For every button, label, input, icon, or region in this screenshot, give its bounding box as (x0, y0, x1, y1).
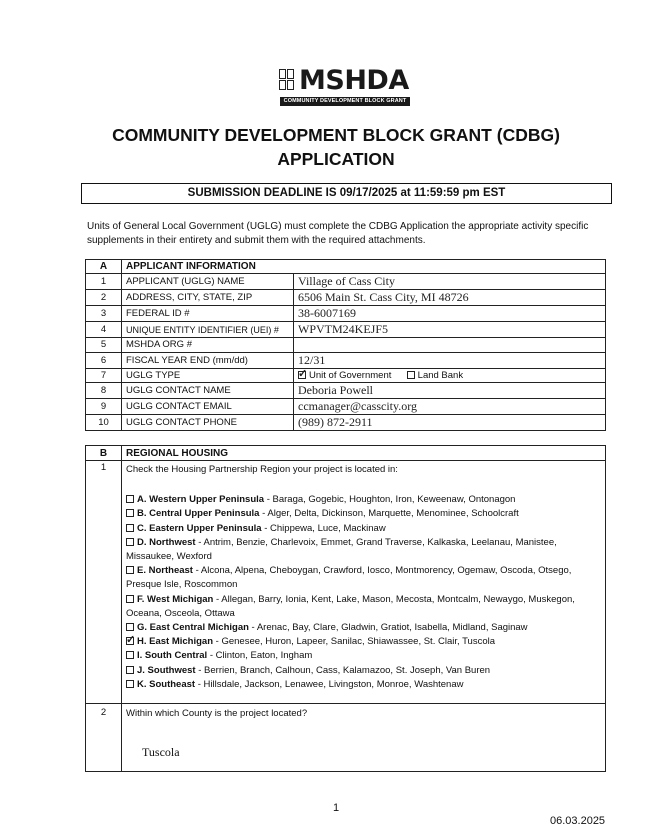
region-counties: - Antrim, Benzie, Charlevoix, Emmet, Grand Traverse, Kalkaska, Leelanau, Manistee, Missaukee, Wexford (126, 536, 557, 563)
table-row (86, 414, 606, 430)
field-label: UGLG CONTACT PHONE (122, 414, 294, 430)
region-name: E. Northeast (137, 565, 193, 577)
region-name: A. Western Upper Peninsula (137, 494, 265, 506)
county-answer[interactable]: Tuscola (142, 745, 180, 760)
region-name: B. Central Upper Peninsula (137, 508, 260, 520)
region-counties: - Arenac, Bay, Clare, Gladwin, Gratiot, Isabella, Midland, Saginaw (248, 622, 528, 634)
region-checkbox[interactable] (126, 666, 134, 674)
contact-name-value[interactable]: Deboria Powell (294, 382, 606, 398)
field-label: UGLG CONTACT EMAIL (122, 398, 294, 414)
page-title: COMMUNITY DEVELOPMENT BLOCK GRANT (CDBG) (112, 125, 560, 145)
row-number: 2 (86, 290, 122, 306)
region-counties: - Hillsdale, Jackson, Lenawee, Livingston, Monroe, Washtenaw (195, 678, 464, 690)
row-number: 7 (86, 368, 122, 382)
section-heading: APPLICANT INFORMATION (122, 260, 606, 274)
region-checkbox[interactable] (126, 566, 134, 574)
applicant-information-table (85, 259, 606, 431)
row-number: 4 (86, 322, 122, 338)
region-option (126, 593, 601, 621)
region-counties: - Clinton, Eaton, Ingham (207, 650, 313, 662)
table-row (86, 338, 606, 352)
region-checkbox[interactable] (126, 595, 134, 603)
logo-wordmark: MSHDA (299, 65, 409, 96)
region-counties: - Baraga, Gogebic, Houghton, Iron, Keweenaw, Ontonagon (264, 494, 516, 506)
region-option (126, 664, 601, 678)
region-name: F. West Michigan (137, 593, 214, 605)
region-name: J. Southwest (137, 664, 196, 676)
question-text: Within which County is the project located? (126, 708, 308, 719)
unit-of-government-checkbox[interactable] (298, 371, 306, 379)
region-name: D. Northwest (137, 536, 196, 548)
page-subtitle: APPLICATION (277, 149, 395, 169)
logo-tagline: COMMUNITY DEVELOPMENT BLOCK GRANT (280, 97, 410, 106)
section-letter: A (86, 260, 122, 274)
address-value[interactable]: 6506 Main St. Cass City, MI 48726 (294, 290, 606, 306)
region-counties: - Genesee, Huron, Lapeer, Sanilac, Shiawassee, St. Clair, Tuscola (213, 636, 496, 648)
region-option (126, 564, 601, 592)
field-label: APPLICANT (UGLG) NAME (122, 274, 294, 290)
region-option (126, 635, 601, 649)
county-question-cell (122, 704, 606, 772)
region-checkbox[interactable] (126, 524, 134, 532)
uei-value[interactable]: WPVTM24KEJF5 (294, 322, 606, 338)
region-checkbox[interactable] (126, 538, 134, 546)
field-label: UGLG TYPE (122, 368, 294, 382)
region-option (126, 649, 601, 663)
region-checkbox[interactable] (126, 509, 134, 517)
uglg-type-options (294, 368, 606, 382)
table-row (86, 306, 606, 322)
region-checkbox[interactable] (126, 637, 134, 645)
region-option (126, 522, 601, 536)
region-list (126, 493, 601, 692)
section-b-header (86, 446, 606, 461)
applicant-name-value[interactable]: Village of Cass City (294, 274, 606, 290)
footer-date: 06.03.2025 (550, 815, 606, 827)
table-row (86, 461, 606, 704)
table-row (86, 704, 606, 772)
regional-housing-table (85, 445, 606, 772)
row-number: 1 (86, 461, 122, 704)
region-option (126, 678, 601, 692)
section-heading: REGIONAL HOUSING (122, 446, 606, 461)
field-label: ADDRESS, CITY, STATE, ZIP (122, 290, 294, 306)
intro-paragraph: Units of General Local Government (UGLG) must complete the CDBG Application the appropriate activity specific supplements in their entirety and submit them with the required attachments. (87, 221, 589, 246)
section-letter: B (86, 446, 122, 461)
region-option (126, 507, 601, 521)
page-number: 1 (332, 802, 340, 814)
table-row (86, 368, 606, 382)
region-counties: - Berrien, Branch, Calhoun, Cass, Kalamazoo, St. Joseph, Van Buren (195, 664, 491, 676)
table-row (86, 290, 606, 306)
row-number: 5 (86, 338, 122, 352)
region-option (126, 621, 601, 635)
row-number: 2 (86, 704, 122, 772)
region-name: K. Southeast (137, 678, 196, 690)
contact-email-value[interactable]: ccmanager@casscity.org (294, 398, 606, 414)
field-label: FEDERAL ID # (122, 306, 294, 322)
table-row (86, 274, 606, 290)
region-name: I. South Central (137, 650, 208, 662)
region-checkbox[interactable] (126, 680, 134, 688)
region-question-cell (122, 461, 606, 704)
region-checkbox[interactable] (126, 495, 134, 503)
mshda-org-value[interactable] (294, 338, 606, 352)
section-a-header (86, 260, 606, 274)
row-number: 6 (86, 352, 122, 368)
field-label: FISCAL YEAR END (mm/dd) (122, 352, 294, 368)
region-counties: - Allegan, Barry, Ionia, Kent, Lake, Mason, Mecosta, Montcalm, Newaygo, Muskegon, Oceana, Osceola, Ottawa (126, 593, 575, 619)
region-counties: - Alger, Delta, Dickinson, Marquette, Menominee, Schoolcraft (259, 508, 519, 520)
region-option (126, 493, 601, 507)
field-label: UNIQUE ENTITY IDENTIFIER (UEI) # (122, 322, 294, 338)
table-row (86, 398, 606, 414)
row-number: 10 (86, 414, 122, 430)
logo-mark-icon (279, 69, 295, 91)
region-name: C. Eastern Upper Peninsula (137, 522, 262, 534)
row-number: 8 (86, 382, 122, 398)
checkbox-label: Land Bank (417, 369, 464, 381)
land-bank-checkbox[interactable] (407, 371, 415, 379)
federal-id-value[interactable]: 38-6007169 (294, 306, 606, 322)
table-row (86, 322, 606, 338)
field-label: MSHDA ORG # (122, 338, 294, 352)
row-number: 9 (86, 398, 122, 414)
fiscal-year-end-value[interactable]: 12/31 (294, 352, 606, 368)
row-number: 3 (86, 306, 122, 322)
question-text: Check the Housing Partnership Region your project is located in: (126, 464, 398, 475)
row-number: 1 (86, 274, 122, 290)
region-checkbox[interactable] (126, 623, 134, 631)
contact-phone-value[interactable]: (989) 872-2911 (294, 414, 606, 430)
table-row (86, 382, 606, 398)
submission-deadline: SUBMISSION DEADLINE IS 09/17/2025 at 11:59:59 pm EST (81, 183, 612, 204)
field-label: UGLG CONTACT NAME (122, 382, 294, 398)
region-name: H. East Michigan (137, 636, 214, 648)
region-counties: - Chippewa, Luce, Mackinaw (261, 522, 386, 534)
table-row (86, 352, 606, 368)
region-counties: - Alcona, Alpena, Cheboygan, Crawford, Iosco, Montmorency, Ogemaw, Oscoda, Otsego, Presque Isle, Roscommon (126, 565, 572, 591)
region-option (126, 536, 601, 564)
mshda-logo (279, 66, 411, 110)
checkbox-label: Unit of Government (309, 369, 392, 381)
region-checkbox[interactable] (126, 651, 134, 659)
region-name: G. East Central Michigan (137, 622, 249, 634)
